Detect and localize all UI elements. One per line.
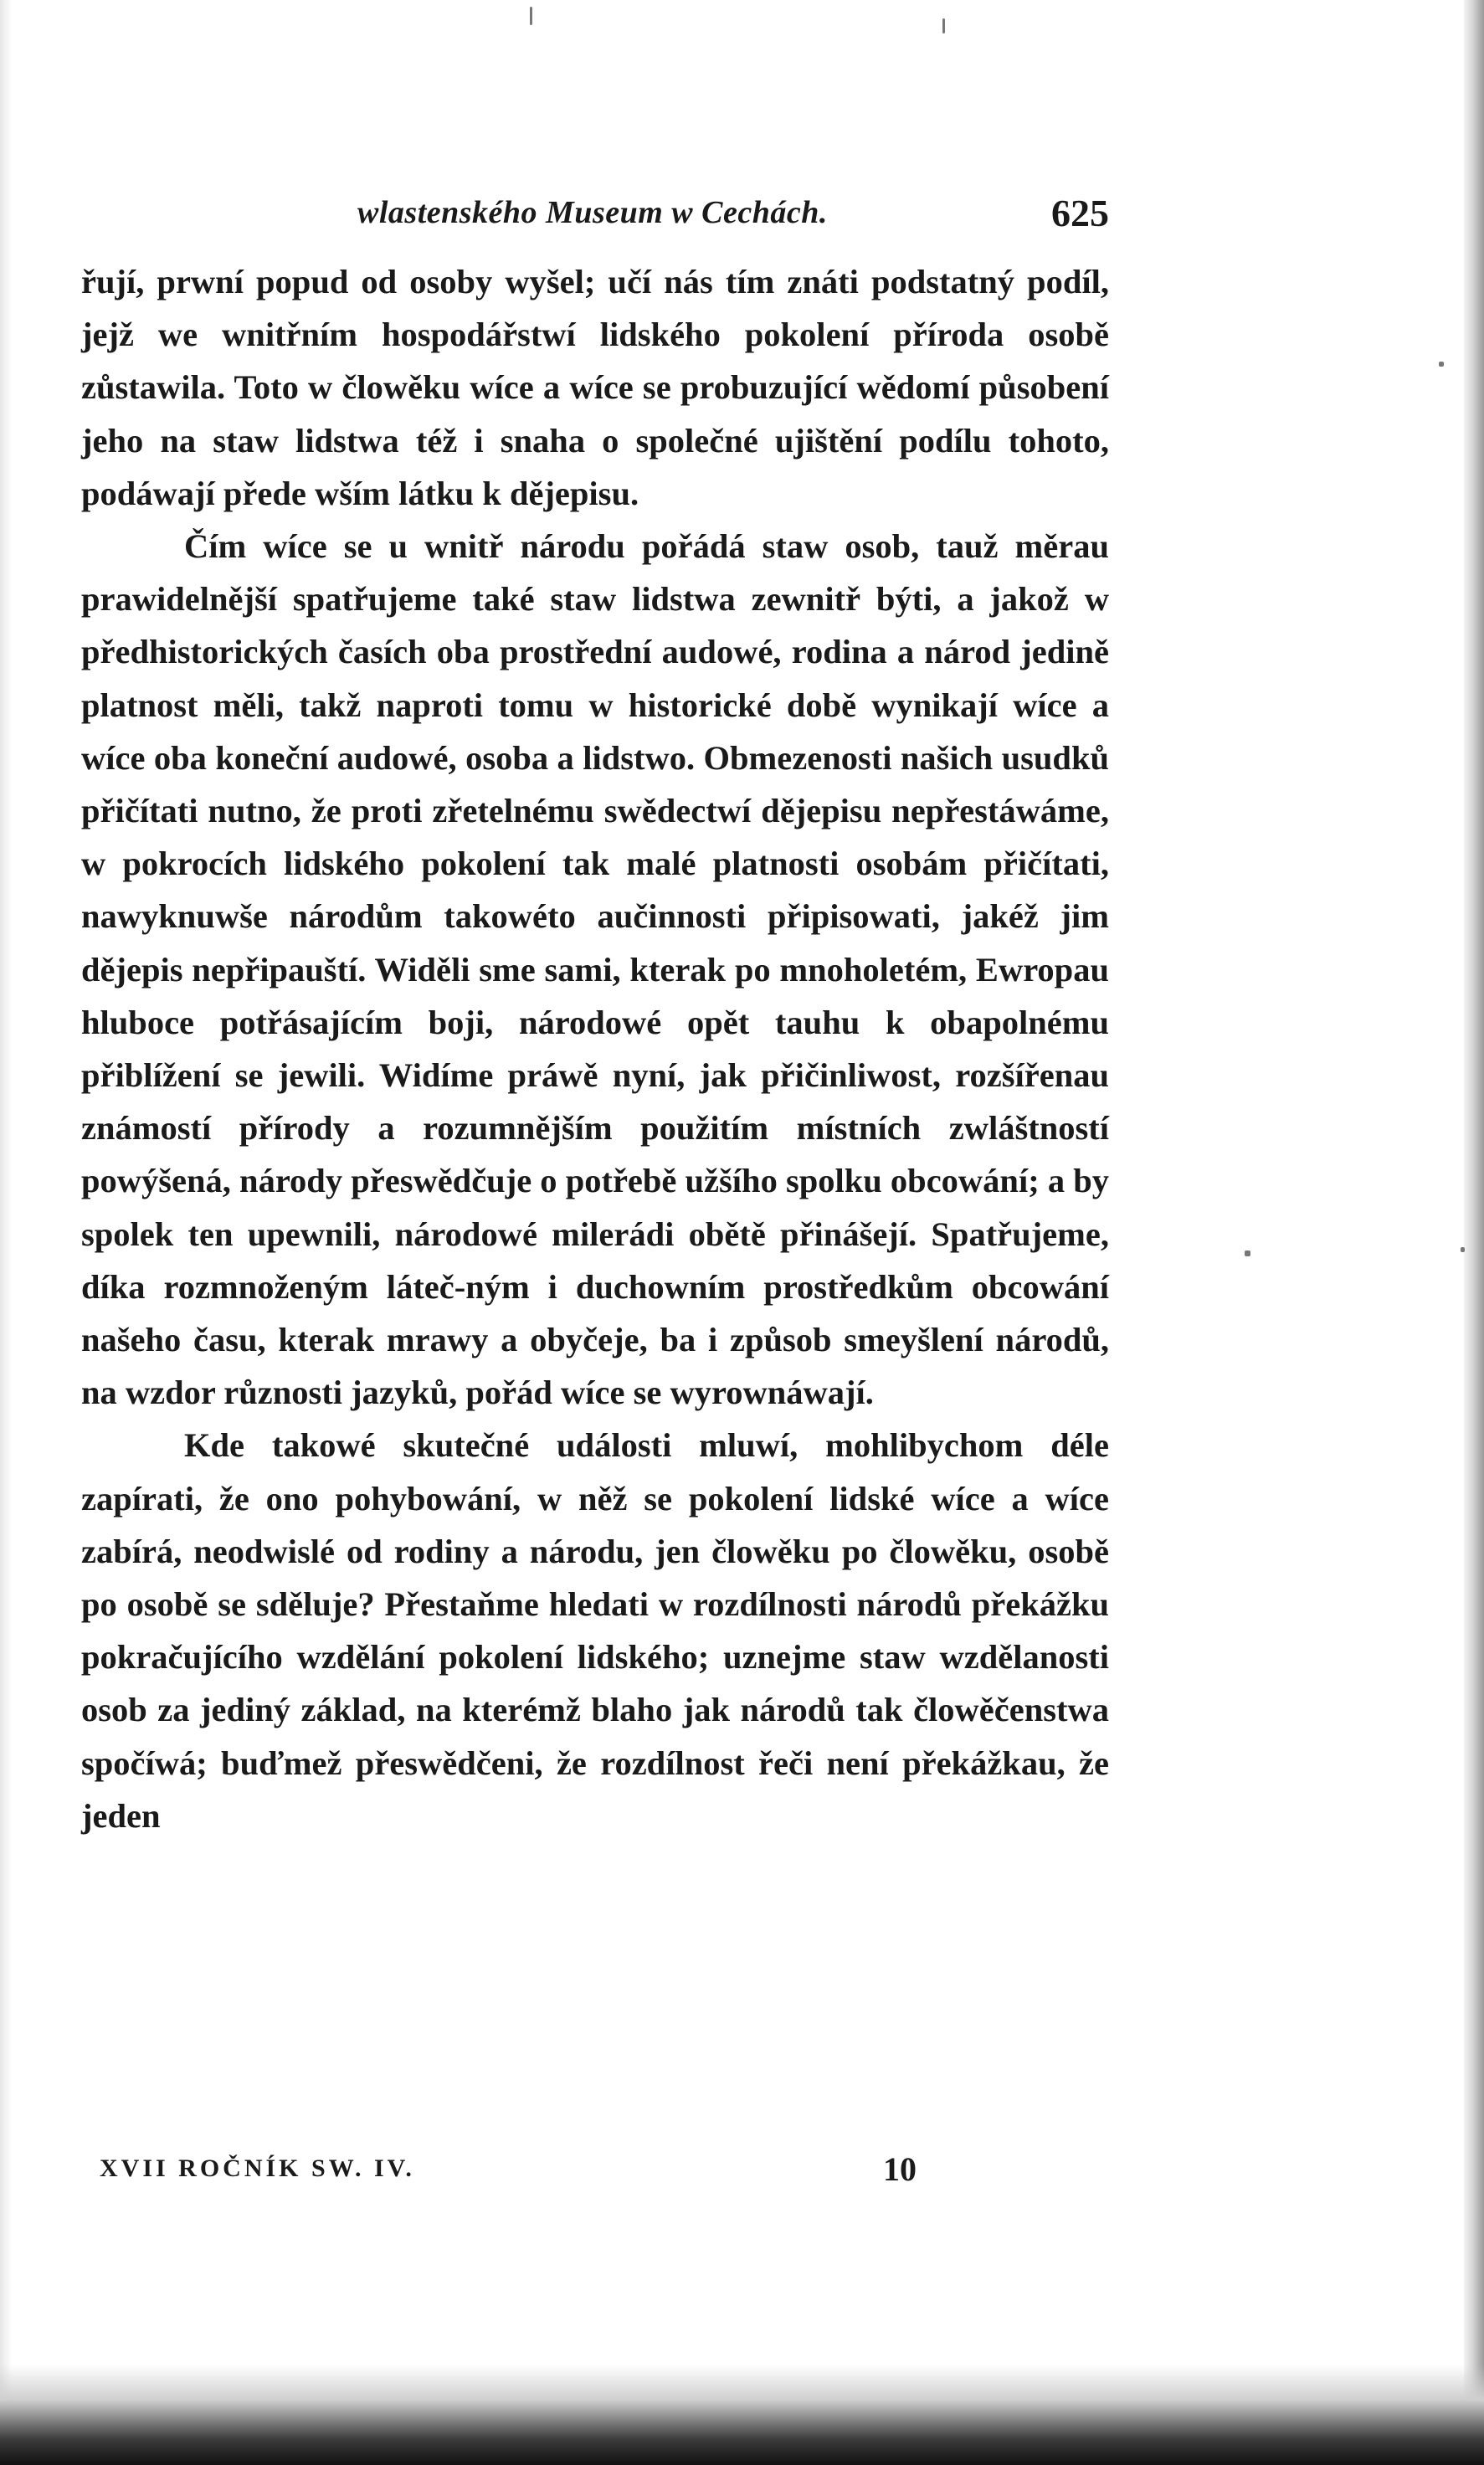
paragraph: Čím wíce se u wnitř národu pořádá staw osob, tauž měrau prawidelnější spatřujeme také staw lidstwa zewnitř býti, a jakož w předhistorických časích oba prostřední audowé, rodina a národ jedině platnost měli, takž naproti tomu w historické době wynikají wíce a wíce oba koneční audowé, osoba a lidstwo. Obmezenosti našich usudků přičítati nutno, že proti zřetelnému swědectwí dějepisu nepřestáwáme, w pokrocích lidského pokolení tak malé platnosti osobám přičítati, nawyknuwše národům takowéto aučinnosti připisowati, jakéž jim dějepis nepřipauští. Widěli sme sami, kterak po mnoholetém, Ewropau hluboce potřásajícím boji, národowé opět tauhu k obapolnému přiblížení se jewili. Widíme práwě nyní, jak přičinliwost, rozšířenau známostí přírody a rozumnějším použitím místních zwláštností powýšená, národy přeswědčuje o potřebě užšího spolku obcowání; a by spolek ten upewnili, národowé milerádi obětě přinášejí. Spatřujeme, díka rozmnoženým láteč-ným i duchowním prostředkům obcowání našeho času, kterak mrawy a obyčeje, ba i způsob smeyšlení národů, na wzdor různosti jazyků, pořád wíce se wyrownáwají. <box>81 527 1109 1412</box>
paragraph-continuation: řují, prwní popud od osoby wyšel; učí nás tím znáti podstatný podíl, jejž we wnitřním hospodářstwí lidského pokolení příroda osobě zůstawila. Toto w člowěku wíce a wíce se probuzující wědomí působení jeho na staw lidstwa též i snaha o společné ujištění podílu tohoto, podáwají přede wším látku k dějepisu. <box>81 263 1109 512</box>
paragraph: Kde takowé skutečné události mluwí, mohlibychom déle zapírati, že ono pohybowání, w něž se pokolení lidské wíce a wíce zabírá, neodwislé od rodiny a národu, jen člowěku po člowěku, osobě po osobě se sděluje? Přestaňme hledati w rozdílnosti národů překážku pokračujícího wzdělání pokolení lidského; uznejme staw wzdělanosti osob za jediný základ, na kterémž blaho jak národů tak člowěčenstwa spočíwá; buďmež přeswědčeni, že rozdílnost řeči není překážkau, že jeden <box>81 1426 1109 1835</box>
scan-speck <box>942 18 945 33</box>
scan-speck <box>1461 1247 1465 1252</box>
sheet-number: 10 <box>883 2150 917 2188</box>
scan-edge-bottom <box>0 2365 1484 2465</box>
page-header <box>81 187 1109 246</box>
scan-speck <box>530 7 532 25</box>
page-number: 625 <box>1051 192 1109 234</box>
running-title: wlastenského Museum w Cechách. <box>357 195 828 230</box>
scan-speck <box>1439 362 1444 367</box>
scan-edge-right <box>1464 0 1484 2465</box>
body-text <box>81 255 1109 1842</box>
scan-speck <box>1245 1250 1250 1256</box>
signature-mark: XVII ROČNÍK SW. IV. <box>100 2154 415 2182</box>
scan-edge-left <box>0 0 12 2465</box>
page-footer <box>81 2149 1109 2200</box>
